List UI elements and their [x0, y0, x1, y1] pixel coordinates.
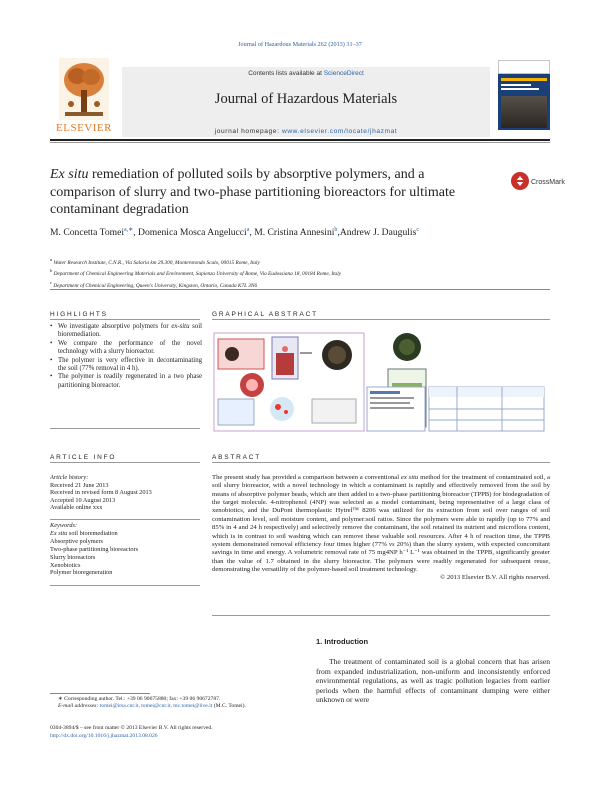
highlight-text: We compare the performance of the novel technology with a slurry bioreactor. — [58, 339, 202, 356]
abstract-italic-1: ex situ — [400, 474, 419, 481]
abstract-bottom-rule — [212, 615, 550, 616]
contents-prefix: Contents lists available at — [248, 70, 324, 77]
keywords-bottom-rule — [50, 585, 200, 586]
cover-title-graphic — [501, 76, 547, 94]
history-entry: Available online xxx — [50, 504, 103, 512]
abstract-part-3: 20%) than the slurry system, with expected concomitant savings in time and energy. A volumetric removal rate of 75 mg4NP h⁻¹ L⁻¹ was obtained in the TPPB, significantly greater than the value of 1.7 obtained in the slurry bioreactor. The polymers were readily regenerated for subsequent reuse, demonstrating the versatility of the polymer-based soil treatment technology. — [212, 540, 550, 573]
elsevier-logo — [50, 58, 118, 136]
affiliation-text: Department of Chemical Engineering, Queen's University, Kingston, Ontario, Canada K7L 3N6 — [52, 282, 258, 289]
keyword-text: soil bioremediation — [67, 529, 118, 537]
author-list — [50, 224, 520, 239]
highlights-bottom-rule — [50, 428, 200, 429]
highlight-text: We investigate absorptive polymers for — [58, 323, 172, 330]
title-italic: Ex situ — [50, 167, 89, 182]
author-name: M. Concetta Tomei — [50, 227, 125, 239]
header-rule — [50, 139, 550, 141]
email-links[interactable]: tomei@irsa.cnr.it, tomei@cnr.it, mc.tomei@live.it — [99, 703, 213, 710]
history-entry: Received in revised form 8 August 2013 — [50, 489, 152, 497]
header-rule-thin — [50, 142, 550, 143]
highlight-item — [50, 357, 202, 374]
homepage-label: journal homepage: — [214, 128, 282, 135]
homepage-link[interactable]: www.elsevier.com/locate/jhazmat — [281, 128, 398, 135]
affiliation-text: Department of Chemical Engineering Materials and Environment, Sapienza University of Rome, Via Eudossiana 18, 00184 Rome, Italy — [52, 271, 342, 278]
highlight-italic: ex-situ — [171, 323, 190, 330]
highlight-item — [50, 340, 202, 357]
author-affil-mark[interactable]: a,∗ — [124, 227, 134, 233]
article-title — [50, 166, 490, 219]
introduction-text: The treatment of contaminated soil is a global concern that has arisen from expanded industrialization, non-uniform and inconsistently enforced environmental regulations, as well as tragic pollution legacies from earlier periods when the harmful effects of contaminant dumping were either unknown or were — [316, 657, 550, 704]
keyword-italic: Ex situ — [50, 529, 68, 537]
copyright-notice: © 2013 Elsevier B.V. All rights reserved. — [440, 574, 550, 582]
keyword-text: Polymer bioregeneration — [50, 569, 113, 577]
crossmark-icon — [510, 170, 565, 192]
author-separator: , — [249, 227, 255, 239]
keyword-text: Slurry bioreactors — [50, 553, 96, 561]
keyword-text: Absorptive polymers — [50, 537, 103, 545]
highlight-text: The polymer is readily regenerated in a two phase partitioning bioreactor. — [58, 373, 202, 389]
elsevier-tree-icon — [59, 58, 109, 120]
journal-title: Journal of Hazardous Materials — [214, 91, 398, 107]
crossmark-label: CrossMark — [531, 179, 565, 186]
affiliation — [50, 267, 550, 278]
journal-reference[interactable]: Journal of Hazardous Materials 262 (2013) 31–37 — [238, 41, 362, 48]
abstract-heading: ABSTRACT — [212, 454, 262, 461]
author-separator: , — [133, 227, 139, 239]
abstract-part-1: The present study has provided a comparison between a conventional — [212, 474, 401, 481]
highlight-item — [50, 373, 202, 390]
cover-header — [498, 60, 550, 74]
keyword — [50, 546, 202, 554]
keyword — [50, 538, 202, 546]
journal-homepage — [122, 128, 490, 135]
author-separator: , — [337, 227, 340, 239]
author-name: Domenica Mosca Angelucci — [138, 227, 247, 239]
highlight-text-end: soil bioremediation. — [58, 323, 202, 339]
doi-link[interactable]: http://dx.doi.org/10.1016/j.jhazmat.2013.08.026 — [50, 733, 158, 739]
affiliation-mark: b — [50, 268, 53, 274]
keyword — [50, 554, 202, 562]
graphical-abstract-figure — [212, 329, 550, 435]
keyword-text: Xenobiotics — [50, 561, 81, 569]
highlight-text: The polymer is very effective in decontaminating the soil (77% removal in 4 h). — [58, 356, 202, 373]
keywords-rule — [50, 519, 200, 520]
author-name: Andrew J. Daugulis — [339, 227, 417, 239]
footnote-marker: ∗ — [58, 696, 63, 702]
graphical-abstract-rule — [212, 319, 550, 320]
issn-block — [50, 724, 350, 740]
highlights-heading: HIGHLIGHTS — [50, 311, 108, 318]
email-suffix: (M.C. Tomei). — [213, 703, 246, 710]
history-label: Article history: — [50, 474, 89, 481]
author-affil-mark[interactable]: b — [334, 227, 338, 233]
article-info-heading: ARTICLE INFO — [50, 454, 117, 461]
introduction-heading: 1. Introduction — [316, 637, 369, 646]
email-label: E-mail addresses: — [58, 703, 99, 710]
keyword-text: Two-phase partitioning bioreactors — [50, 545, 139, 553]
sciencedirect-link[interactable]: ScienceDirect — [323, 70, 364, 77]
affiliation — [50, 256, 550, 267]
keywords-label: Keywords: — [50, 522, 78, 529]
corresponding-line: Corresponding author. Tel.: +39 06 90675880; fax: +39 06 90672787. — [64, 696, 221, 702]
title-block-rule — [50, 289, 550, 290]
contents-line — [122, 70, 490, 77]
keywords — [50, 522, 202, 577]
abstract-rule — [212, 462, 550, 463]
history-entry: Accepted 10 August 2013 — [50, 496, 116, 504]
author-name: M. Cristina Annesini — [254, 227, 335, 239]
abstract-italic-2: vs — [389, 540, 395, 548]
affiliation-text: Water Research Institute, C.N.R., Via Salaria km 29.300, Monterotondo Scalo, 00015 Rome, Italy — [52, 259, 260, 266]
abstract-text — [212, 474, 550, 583]
affiliations — [50, 256, 550, 290]
title-text: remediation of polluted soils by absorptive polymers, and a comparison of slurry and two-phase partitioning bioreactors for ultimate contaminant degradation — [50, 167, 456, 217]
cover-photo — [501, 96, 547, 128]
crossmark-badge[interactable] — [510, 170, 565, 192]
journal-cover-image — [498, 60, 550, 130]
author-affil-mark[interactable]: c — [416, 227, 419, 233]
publisher-name: ELSEVIER — [56, 122, 112, 134]
article-history — [50, 474, 202, 512]
author-affil-mark[interactable]: a — [246, 227, 250, 233]
abstract-part-2: method for the treatment of contaminated soil, a soil slurry bioreactor, with a novel technology in which a contaminant is rapidly and effectively removed from the soil by means of absorptive polymer beads, which are then added to a two-phase partitioning bioreactor (TPPB) for biodegradation of the target molecule. 4-nitrophenol (4NP) was selected as a model contaminant, being representative of a large class of xenobiotics, and the DuPont thermoplastic Hytrel™ 8206 was utilized for its extraction from soil over ranges of soil contamination level, soil moisture content, and polymer:soil ratios. Since the polymers were able to rapidly (up to 77% and 85% in 4 and 24 h respectively) and selectively remove the contaminant, the soil retained its nutrient and microflora content, which is in contrast to soil washing which can remove these valuable soil resources. After 4 h of reaction time, the TPPB system demonstrated removal efficiency four times higher (77% — [212, 474, 550, 548]
keyword — [50, 562, 202, 570]
keyword — [50, 530, 202, 538]
issn-line: 0304-3894/$ – see front matter © 2013 Elsevier B.V. All rights reserved. — [50, 725, 213, 731]
corresponding-author-note — [50, 696, 312, 710]
highlights-list — [50, 323, 202, 390]
highlight-item — [50, 323, 202, 340]
affiliation-mark: a — [50, 257, 53, 262]
highlights-rule — [50, 319, 200, 320]
history-entry: Received 21 June 2013 — [50, 481, 109, 489]
keyword — [50, 569, 202, 577]
graphical-abstract-heading: GRAPHICAL ABSTRACT — [212, 311, 318, 318]
footnote-rule — [50, 693, 150, 694]
affiliation-mark: c — [50, 279, 52, 285]
article-info-rule — [50, 462, 200, 463]
